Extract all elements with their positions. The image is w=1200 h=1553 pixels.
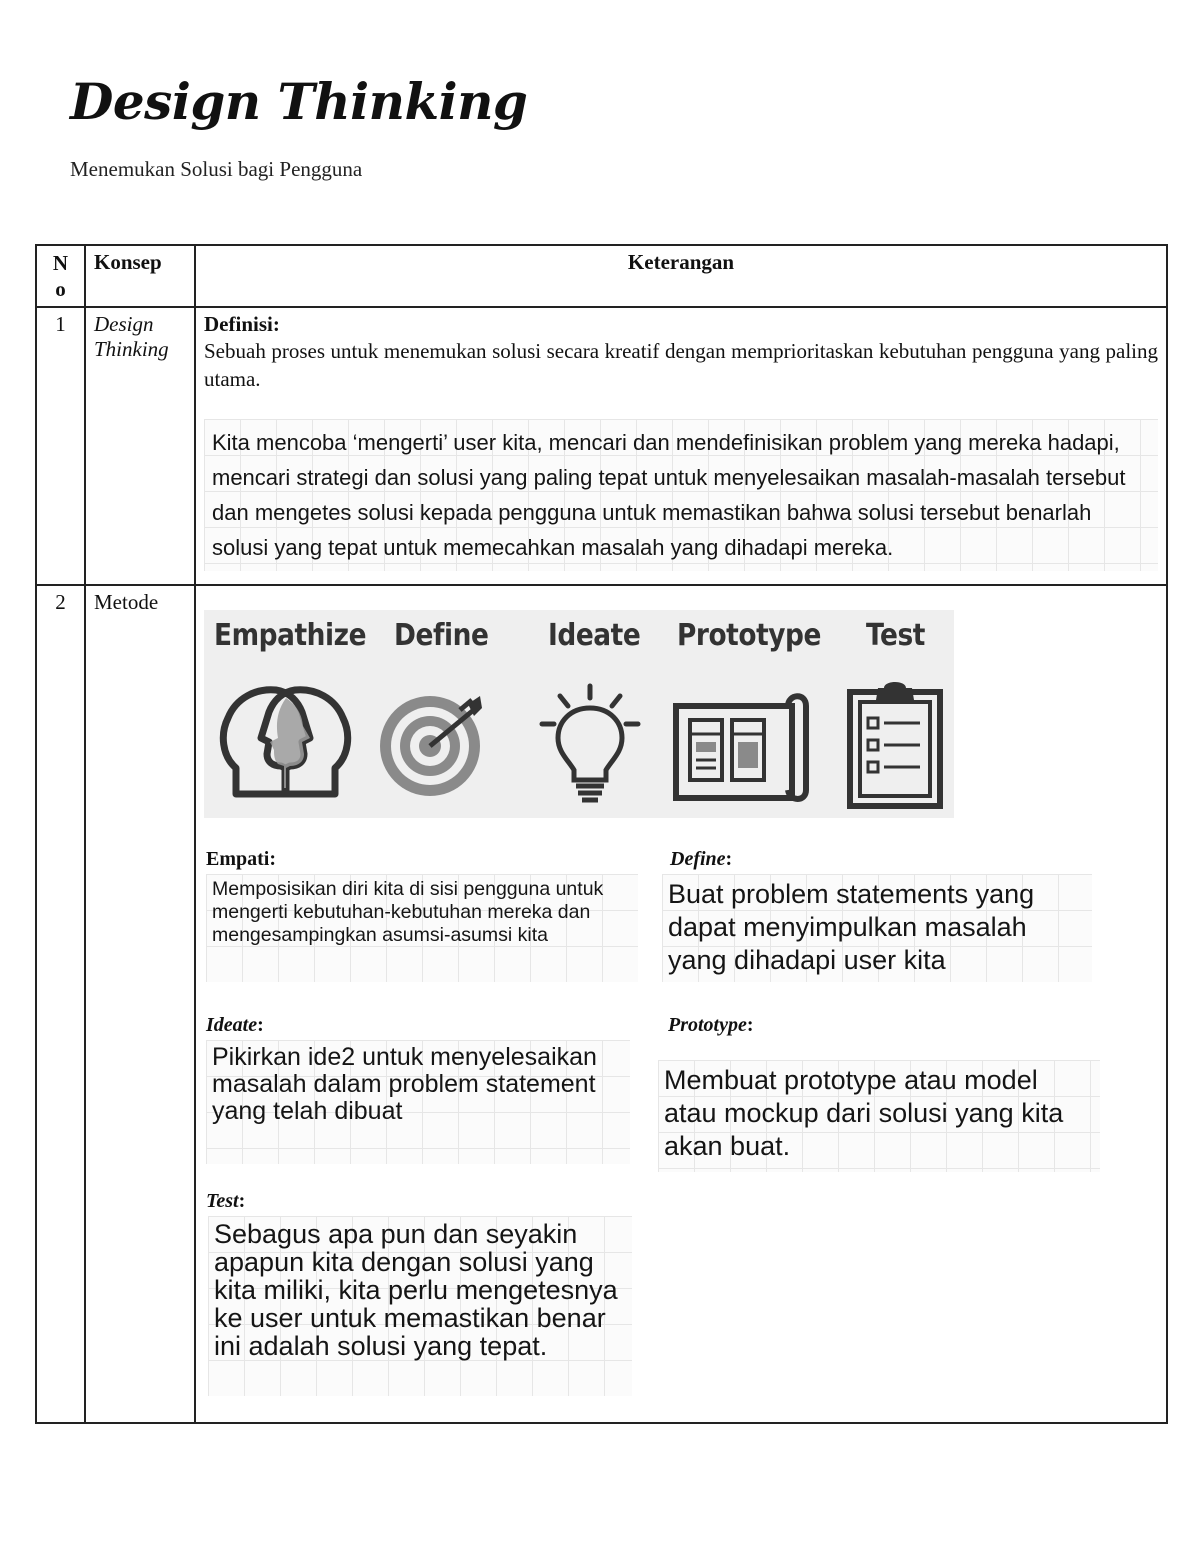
header-konsep: Konsep bbox=[85, 245, 195, 307]
empati-text: Memposisikan diri kita di sisi pengguna untuk mengerti kebutuhan-kebutuhan mereka dan mengesampingkan asumsi-asumsi kita bbox=[206, 874, 638, 982]
test-text: Sebagus apa pun dan seyakin apapun kita dengan solusi yang kita miliki, kita perlu mengetesnya ke user untuk memastikan benar ini adalah solusi yang tepat. bbox=[208, 1216, 632, 1396]
row-keterangan bbox=[195, 585, 1167, 1423]
target-icon bbox=[376, 686, 492, 802]
stage-empathize-label: Empathize bbox=[214, 618, 367, 653]
ideate-text: Pikirkan ide2 untuk menyelesaikan masalah dalam problem statement yang telah dibuat bbox=[206, 1040, 630, 1164]
table-row bbox=[36, 307, 1167, 585]
stage-prototype-label: Prototype bbox=[677, 618, 821, 653]
table-header-row bbox=[36, 245, 1167, 307]
prototype-text: Membuat prototype atau model atau mockup dari solusi yang kita akan buat. bbox=[658, 1060, 1100, 1172]
empati-label-text: Empati bbox=[206, 848, 270, 870]
prototype-label-text: Prototype bbox=[668, 1014, 747, 1036]
design-thinking-stages-banner bbox=[204, 610, 954, 818]
clipboard-icon bbox=[844, 678, 946, 810]
heads-icon bbox=[218, 682, 353, 802]
method-sections bbox=[204, 818, 1158, 1398]
header-no-text: N o bbox=[52, 251, 69, 301]
test-label: Test: bbox=[206, 1190, 246, 1212]
blueprint-icon bbox=[672, 686, 814, 804]
definisi-text: Sebuah proses untuk menemukan solusi secara kreatif dengan memprioritaskan kebutuhan pengguna yang paling utama. bbox=[204, 339, 1158, 391]
ideate-label-text: Ideate bbox=[206, 1014, 258, 1036]
stage-define-label: Define bbox=[394, 618, 489, 653]
document-title: Design Thinking bbox=[70, 72, 528, 131]
concept-table bbox=[35, 244, 1168, 1424]
table-row bbox=[36, 585, 1167, 1423]
row-konsep: Design Thinking bbox=[85, 307, 195, 585]
row-konsep: Metode bbox=[85, 585, 195, 1423]
header-keterangan: Keterangan bbox=[195, 245, 1167, 307]
row-number: 2 bbox=[36, 585, 85, 1423]
define-label: Define: bbox=[670, 848, 733, 870]
row-number: 1 bbox=[36, 307, 85, 585]
definisi-label: Definisi: bbox=[204, 312, 280, 336]
row-keterangan bbox=[195, 307, 1167, 585]
document-subtitle: Menemukan Solusi bagi Pengguna bbox=[70, 157, 363, 181]
stage-ideate-label: Ideate bbox=[548, 618, 641, 653]
define-label-text: Define bbox=[670, 848, 726, 870]
header-no bbox=[36, 245, 85, 307]
test-label-text: Test bbox=[206, 1190, 239, 1212]
prototype-label: Prototype: bbox=[668, 1014, 754, 1036]
empati-label: Empati: bbox=[206, 848, 277, 870]
design-thinking-quote: Kita mencoba ‘mengerti’ user kita, mencari dan mendefinisikan problem yang mereka hadapi, mencari strategi dan solusi yang paling tepat untuk menyelesaikan masalah-masalah tersebut dan mengetes solusi kepada pengguna untuk memastikan bahwa solusi tersebut benarlah solusi yang tepat untuk memecahkan masalah yang dihadapi mereka. bbox=[204, 419, 1158, 571]
stage-test-label: Test bbox=[866, 618, 925, 653]
lightbulb-icon bbox=[538, 682, 642, 806]
ideate-label: Ideate: bbox=[206, 1014, 264, 1036]
define-text: Buat problem statements yang dapat menyimpulkan masalah yang dihadapi user kita bbox=[662, 874, 1092, 982]
